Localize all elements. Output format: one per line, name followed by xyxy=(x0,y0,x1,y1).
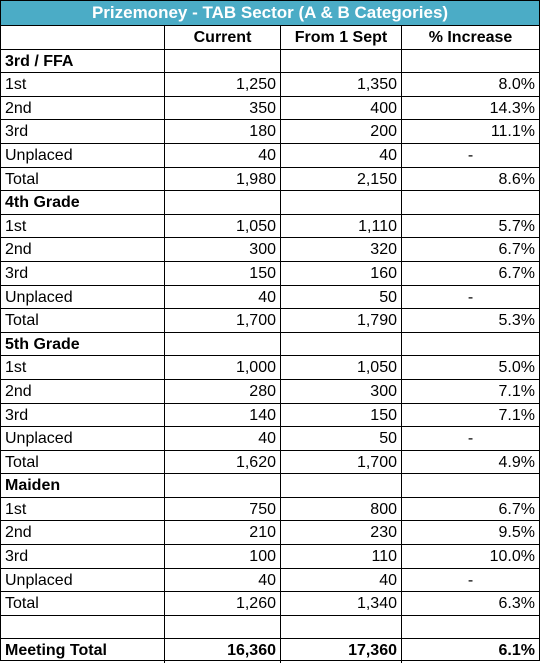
empty-cell xyxy=(165,333,281,356)
percent-increase-value: 7.1% xyxy=(498,406,535,424)
table-title: Prizemoney - TAB Sector (A & B Categories) xyxy=(1,1,539,26)
row-label: Unplaced xyxy=(1,427,165,450)
from-1-sept-value: 1,790 xyxy=(281,309,402,332)
table-row xyxy=(1,262,539,286)
percent-increase-value: 6.3% xyxy=(498,595,535,613)
empty-cell xyxy=(165,191,281,214)
empty-cell xyxy=(1,616,165,639)
empty-cell xyxy=(402,333,539,356)
current-value: 1,250 xyxy=(165,73,281,96)
from-1-sept-value: 200 xyxy=(281,120,402,143)
meeting-total-from-1-sept: 17,360 xyxy=(281,639,402,663)
empty-cell xyxy=(281,50,402,73)
table-row xyxy=(1,521,539,545)
percent-increase-value: 4.9% xyxy=(498,453,535,471)
current-value: 40 xyxy=(165,427,281,450)
current-value: 1,620 xyxy=(165,451,281,474)
empty-cell xyxy=(165,616,281,639)
meeting-total-current: 16,360 xyxy=(165,639,281,663)
from-1-sept-value: 160 xyxy=(281,262,402,285)
percent-increase-value: 6.7% xyxy=(498,264,535,282)
empty-cell xyxy=(402,50,539,73)
current-value: 280 xyxy=(165,380,281,403)
current-value: 210 xyxy=(165,521,281,544)
header-from-1-sept: From 1 Sept xyxy=(281,26,402,49)
from-1-sept-value: 1,110 xyxy=(281,215,402,238)
row-label: 3rd xyxy=(1,404,165,427)
meeting-total-percent-increase: 6.1% xyxy=(498,642,535,660)
empty-cell xyxy=(165,50,281,73)
from-1-sept-value: 320 xyxy=(281,238,402,261)
table-row xyxy=(1,592,539,616)
percent-increase-value: 7.1% xyxy=(498,382,535,400)
empty-cell xyxy=(281,616,402,639)
row-label: Total xyxy=(1,592,165,615)
table-row xyxy=(1,569,539,593)
percent-increase-value: 8.0% xyxy=(498,76,535,94)
from-1-sept-value: 40 xyxy=(281,569,402,592)
row-label: Total xyxy=(1,168,165,191)
meeting-total-label: Meeting Total xyxy=(1,639,165,663)
current-value: 1,700 xyxy=(165,309,281,332)
empty-cell xyxy=(281,191,402,214)
table-row xyxy=(1,356,539,380)
from-1-sept-value: 110 xyxy=(281,545,402,568)
from-1-sept-value: 150 xyxy=(281,404,402,427)
header-cell-blank xyxy=(1,26,165,49)
current-value: 180 xyxy=(165,120,281,143)
current-value: 1,980 xyxy=(165,168,281,191)
empty-cell xyxy=(281,333,402,356)
current-value: 1,260 xyxy=(165,592,281,615)
row-label: Unplaced xyxy=(1,286,165,309)
current-value: 1,000 xyxy=(165,356,281,379)
meeting-total-row xyxy=(1,639,539,663)
percent-increase-value: 8.6% xyxy=(498,170,535,188)
from-1-sept-value: 800 xyxy=(281,498,402,521)
group-name: Maiden xyxy=(1,474,165,497)
table-row xyxy=(1,451,539,475)
empty-cell xyxy=(402,191,539,214)
row-label: 3rd xyxy=(1,120,165,143)
current-value: 40 xyxy=(165,286,281,309)
current-value: 150 xyxy=(165,262,281,285)
row-label: 1st xyxy=(1,498,165,521)
header-percent-increase: % Increase xyxy=(428,29,513,46)
group-name: 4th Grade xyxy=(1,191,165,214)
row-label: 2nd xyxy=(1,238,165,261)
current-value: 40 xyxy=(165,569,281,592)
table-body xyxy=(1,26,539,663)
header-row xyxy=(1,26,539,50)
percent-increase-value: 11.1% xyxy=(490,123,535,141)
row-label: 3rd xyxy=(1,545,165,568)
percent-increase-value: 5.3% xyxy=(498,312,535,330)
row-label: 2nd xyxy=(1,380,165,403)
table-row xyxy=(1,73,539,97)
current-value: 40 xyxy=(165,144,281,167)
empty-cell xyxy=(402,616,539,639)
group-name: 5th Grade xyxy=(1,333,165,356)
row-label: Total xyxy=(1,451,165,474)
percent-increase-value: - xyxy=(467,288,474,306)
from-1-sept-value: 2,150 xyxy=(281,168,402,191)
table-row xyxy=(1,215,539,239)
table-row xyxy=(1,168,539,192)
from-1-sept-value: 1,700 xyxy=(281,451,402,474)
table-row xyxy=(1,545,539,569)
from-1-sept-value: 1,050 xyxy=(281,356,402,379)
from-1-sept-value: 230 xyxy=(281,521,402,544)
percent-increase-value: 6.7% xyxy=(498,500,535,518)
row-label: 2nd xyxy=(1,97,165,120)
table-row xyxy=(1,380,539,404)
percent-increase-value: 9.5% xyxy=(498,524,535,542)
row-label: 1st xyxy=(1,356,165,379)
row-label: 3rd xyxy=(1,262,165,285)
table-row xyxy=(1,120,539,144)
empty-cell xyxy=(165,474,281,497)
row-label: Total xyxy=(1,309,165,332)
from-1-sept-value: 50 xyxy=(281,427,402,450)
table-row xyxy=(1,238,539,262)
from-1-sept-value: 40 xyxy=(281,144,402,167)
group-header-row xyxy=(1,333,539,357)
current-value: 1,050 xyxy=(165,215,281,238)
from-1-sept-value: 1,350 xyxy=(281,73,402,96)
table-row xyxy=(1,286,539,310)
from-1-sept-value: 1,340 xyxy=(281,592,402,615)
percent-increase-value: - xyxy=(467,571,474,589)
current-value: 350 xyxy=(165,97,281,120)
row-label: Unplaced xyxy=(1,569,165,592)
percent-increase-value: 5.7% xyxy=(498,217,535,235)
current-value: 750 xyxy=(165,498,281,521)
spacer-row xyxy=(1,616,539,640)
group-header-row xyxy=(1,50,539,74)
current-value: 100 xyxy=(165,545,281,568)
table-row xyxy=(1,144,539,168)
table-row xyxy=(1,97,539,121)
percent-increase-value: 6.7% xyxy=(498,241,535,259)
table-row xyxy=(1,427,539,451)
empty-cell xyxy=(402,474,539,497)
table-row xyxy=(1,404,539,428)
group-header-row xyxy=(1,191,539,215)
row-label: 1st xyxy=(1,73,165,96)
percent-increase-value: 5.0% xyxy=(498,359,535,377)
row-label: 1st xyxy=(1,215,165,238)
header-current: Current xyxy=(165,26,281,49)
group-name: 3rd / FFA xyxy=(1,50,165,73)
group-header-row xyxy=(1,474,539,498)
from-1-sept-value: 300 xyxy=(281,380,402,403)
from-1-sept-value: 400 xyxy=(281,97,402,120)
percent-increase-value: - xyxy=(467,146,474,164)
table-row xyxy=(1,498,539,522)
percent-increase-value: - xyxy=(467,430,474,448)
empty-cell xyxy=(281,474,402,497)
row-label: Unplaced xyxy=(1,144,165,167)
current-value: 300 xyxy=(165,238,281,261)
current-value: 140 xyxy=(165,404,281,427)
row-label: 2nd xyxy=(1,521,165,544)
percent-increase-value: 10.0% xyxy=(489,548,535,566)
from-1-sept-value: 50 xyxy=(281,286,402,309)
table-row xyxy=(1,309,539,333)
percent-increase-value: 14.3% xyxy=(489,99,535,117)
